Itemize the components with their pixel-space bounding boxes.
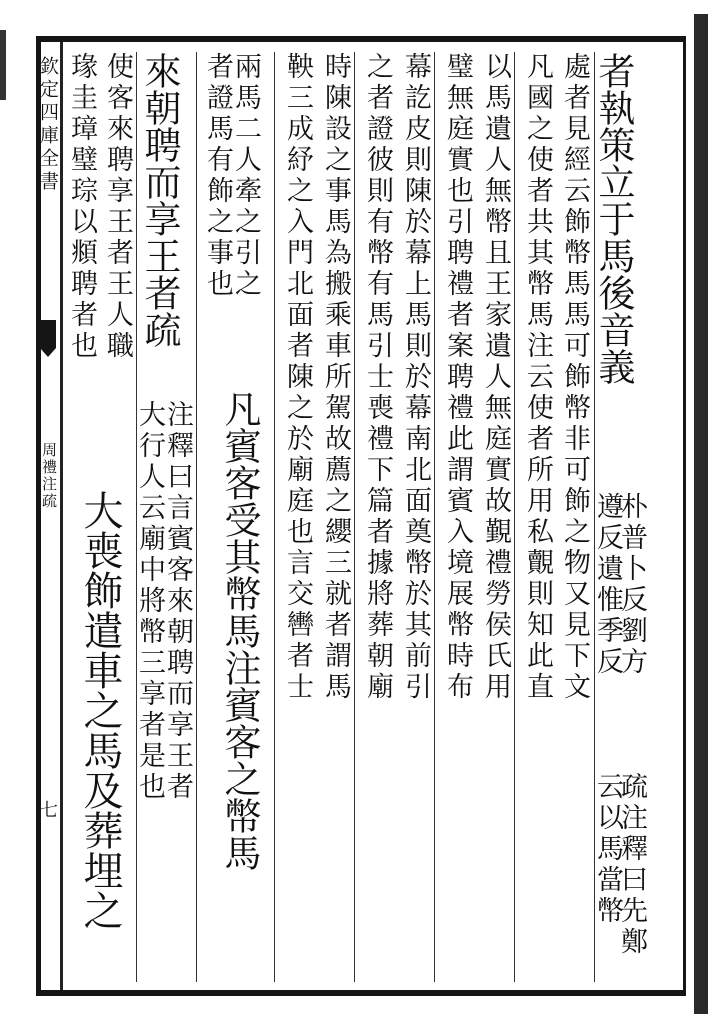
margin-book-title: 周禮注疏: [40, 442, 58, 510]
text-column-6: 璧無庭實也引聘禮者案聘禮此謂賓入境展幣時布: [442, 52, 473, 703]
text-column-12: 者證馬有飾之事也: [202, 52, 233, 300]
text-column-13-note: 注釋曰言賓客來朝聘而享王者: [162, 400, 193, 803]
column-rule: [196, 52, 197, 982]
text-column-10: 鞅三成紓之入門北面者陳之於廟庭也言交轡者士: [282, 52, 313, 703]
text-column-9: 時陳設之事馬為搬乘車所駕故薦之纓三就者謂馬: [320, 52, 351, 703]
column-2-note-left: 云以馬當幣: [592, 772, 623, 927]
text-column-8: 之者證彼則有幣有馬引士喪禮下篇者據將葬朝廟: [362, 52, 393, 703]
text-column-16: 瑑圭璋璧琮以頫聘者也: [66, 52, 97, 362]
scan-edge-mark: [0, 30, 6, 100]
text-column-16-main: 大喪飾遣車之馬及葬埋之: [77, 490, 123, 930]
text-column-7: 幕訖皮則陳於幕上馬則於幕南北面奠幣於其前引: [400, 52, 431, 703]
margin-header: 欽定四庫全書: [37, 56, 59, 194]
text-column-13-main: 來朝聘而享王者疏: [138, 52, 181, 348]
text-column-14: 大行人云廟中將幣三享者是也: [134, 400, 165, 803]
fishtail-mark-icon: [40, 320, 56, 348]
column-rule: [136, 52, 137, 982]
text-column-3: 處者見經云飾幣馬馬可飾幣非可飾之物又見下文: [559, 52, 590, 703]
text-column-15: 使客來聘享王者王人職: [102, 52, 133, 362]
page-number: 七: [37, 800, 58, 818]
text-column-11-note: 兩馬二人牽之引之: [230, 52, 261, 300]
column-1-note-right: 朴普卜反劉方: [616, 492, 647, 678]
column-rule: [594, 52, 595, 982]
column-2-note-right: 疏注釋曰先鄭: [616, 772, 647, 958]
column-1-note-left: 遵反遺惟季反: [592, 492, 623, 678]
column-rule: [274, 52, 275, 982]
column-rule: [514, 52, 515, 982]
column-2-annotation: [592, 52, 648, 982]
text-column-4: 凡國之使者共其幣馬注云使者所用私覿則知此直: [522, 52, 553, 703]
page-edge-shadow: [694, 14, 708, 1014]
text-column-5: 以馬遺人無幣且王家遺人無庭實故覲禮勞侯氏用: [480, 52, 511, 703]
text-column-11-main: 凡賓客受其幣馬注賓客之幣馬: [218, 390, 261, 871]
column-rule: [354, 52, 355, 982]
column-rule: [434, 52, 435, 982]
column-1-main: 者執策立于馬後音義: [592, 52, 635, 385]
